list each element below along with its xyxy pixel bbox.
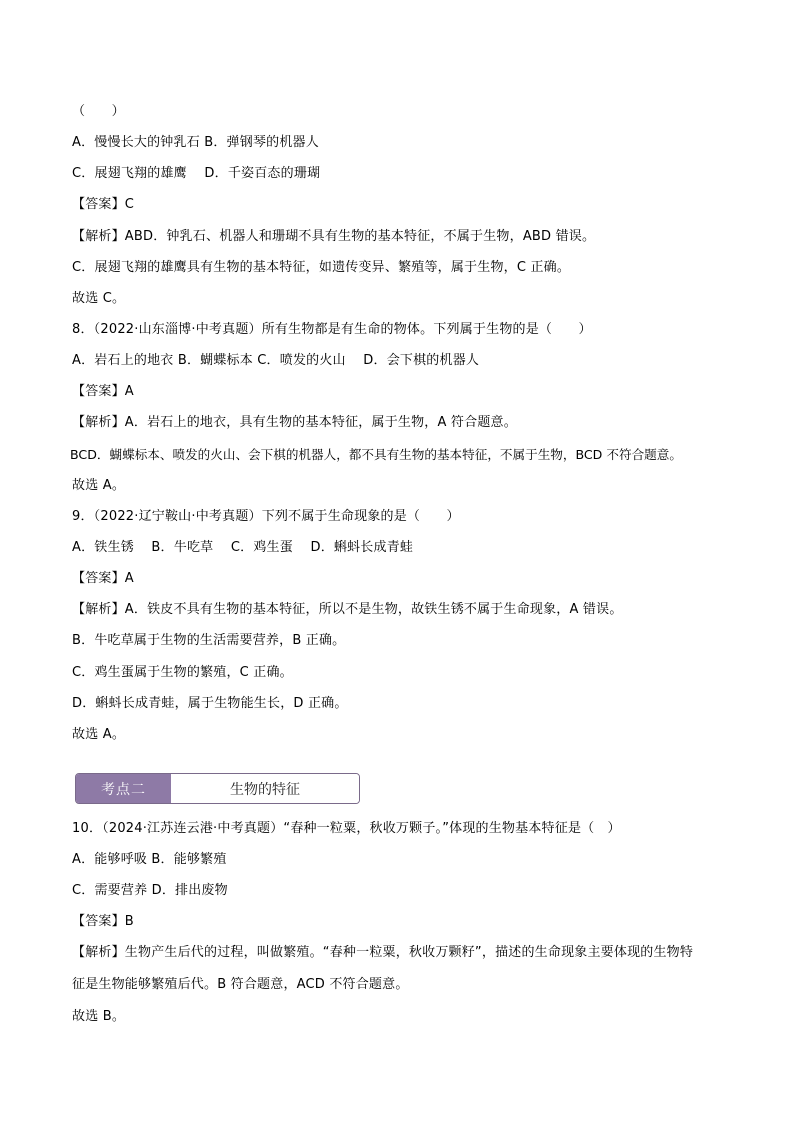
- q7-analysis-1: 【解析】ABD．钟乳石、机器人和珊瑚不具有生物的基本特征，不属于生物，ABD 错误。: [72, 229, 596, 244]
- q7-conclusion: 故选 C。: [72, 291, 126, 306]
- q8-options: A．岩石上的地衣 B．蝴蝶标本 C．喷发的火山 D．会下棋的机器人: [72, 353, 480, 368]
- q9-analysis-2: B．牛吃草属于生物的生活需要营养，B 正确。: [72, 633, 346, 648]
- q9-stem: 9．（2022·辽宁鞍山·中考真题）下列不属于生命现象的是（ ）: [72, 509, 460, 524]
- q9-options: A．铁生锈 B．牛吃草 C．鸡生蛋 D．蝌蚪长成青蛙: [72, 540, 414, 555]
- q8-analysis-2: BCD．蝴蝶标本、喷发的火山、会下棋的机器人，都不具有生物的基本特征，不属于生物，BCD 不符合题意。: [70, 447, 682, 462]
- section-tag: 考点二: [76, 774, 171, 803]
- q10-analysis-1: 【解析】生物产生后代的过程，叫做繁殖。“春种一粒粟，秋收万颗籽”，描述的生命现象主要体现的生物特: [72, 945, 694, 960]
- q10-options-cd: C．需要营养 D．排出废物: [72, 883, 228, 898]
- q8-analysis-1: 【解析】A．岩石上的地衣，具有生物的基本特征，属于生物，A 符合题意。: [72, 415, 517, 430]
- q7-options-ab: A．慢慢长大的钟乳石 B．弹钢琴的机器人: [72, 135, 319, 150]
- q7-bracket: （ ）: [72, 104, 125, 119]
- q9-analysis-3: C．鸡生蛋属于生物的繁殖，C 正确。: [72, 665, 293, 680]
- q9-conclusion: 故选 A。: [72, 727, 126, 742]
- q8-conclusion: 故选 A。: [72, 478, 126, 493]
- q7-options-cd: C．展翅飞翔的雄鹰 D．千姿百态的珊瑚: [72, 166, 321, 181]
- section-title: 生物的特征: [171, 774, 359, 803]
- q10-options-ab: A．能够呼吸 B．能够繁殖: [72, 852, 227, 867]
- q9-answer: 【答案】A: [72, 571, 134, 586]
- section-header: [75, 773, 360, 804]
- q10-stem: 10．（2024·江苏连云港·中考真题）“春种一粒粟，秋收万颗子。”体现的生物基本特征是（ ）: [72, 821, 621, 836]
- q10-analysis-2: 征是生物能够繁殖后代。B 符合题意，ACD 不符合题意。: [72, 977, 409, 992]
- q9-analysis-1: 【解析】A．铁皮不具有生物的基本特征，所以不是生物，故铁生锈不属于生命现象，A 错误。: [72, 602, 623, 617]
- q7-analysis-2: C．展翅飞翔的雄鹰具有生物的基本特征，如遗传变异、繁殖等，属于生物，C 正确。: [72, 260, 571, 275]
- q8-stem: 8．（2022·山东淄博·中考真题）所有生物都是有生命的物体。下列属于生物的是（ ）: [72, 322, 592, 337]
- q10-conclusion: 故选 B。: [72, 1009, 126, 1024]
- q7-answer: 【答案】C: [72, 197, 135, 212]
- q9-analysis-4: D．蝌蚪长成青蛙，属于生物能生长，D 正确。: [72, 696, 348, 711]
- q8-answer: 【答案】A: [72, 384, 134, 399]
- q10-answer: 【答案】B: [72, 914, 134, 929]
